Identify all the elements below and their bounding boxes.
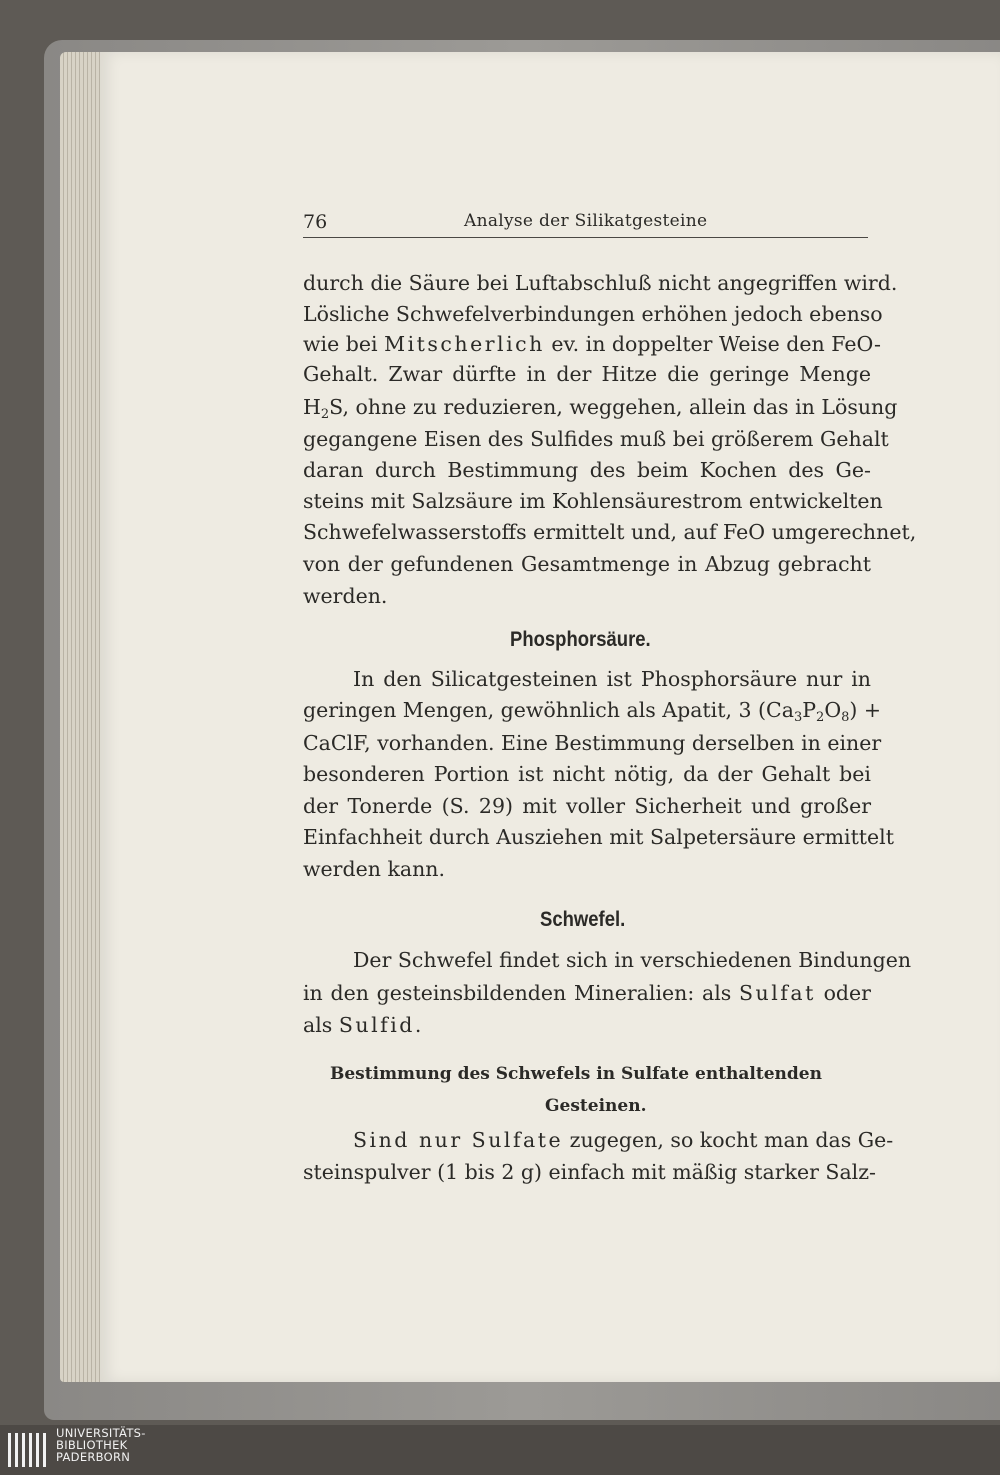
page-number: 76 xyxy=(303,211,328,233)
text-line: Schwefelwasserstoffs ermittelt und, auf FeO umgerechnet, xyxy=(303,520,917,544)
text-line: CaClF, vorhanden. Eine Bestimmung derselben in einer xyxy=(303,731,882,755)
text-line: Einfachheit durch Ausziehen mit Salpetersäure ermittelt xyxy=(303,825,894,849)
spaced-term: Sulfid xyxy=(338,1013,415,1037)
text-line: In den Silicatgesteinen ist Phosphorsäure nur in xyxy=(353,667,871,691)
text-line: gegangene Eisen des Sulfides muß bei größerem Gehalt xyxy=(303,427,889,451)
library-name: UNIVERSITÄTS- BIBLIOTHEK PADERBORN xyxy=(56,1426,146,1464)
text-line: durch die Säure bei Luftabschluß nicht angegriffen wird. xyxy=(303,271,898,295)
text-line: werden. xyxy=(303,584,388,608)
text-line: als Sulfid. xyxy=(303,1013,422,1037)
spaced-name: Mitscherlich xyxy=(384,332,545,356)
text-line: besonderen Portion ist nicht nötig, da der Gehalt bei xyxy=(303,762,871,786)
text-line: daran durch Bestimmung des beim Kochen des Ge- xyxy=(303,458,871,482)
text-line: der Tonerde (S. 29) mit voller Sicherheit und großer xyxy=(303,794,871,818)
page-header xyxy=(303,207,868,238)
subsection-heading: Gesteinen. xyxy=(545,1096,647,1116)
section-heading: Phosphorsäure. xyxy=(510,628,651,651)
text-line: Sind nur Sulfate zugegen, so kocht man das Ge- xyxy=(353,1128,894,1152)
text-line: geringen Mengen, gewöhnlich als Apatit, 3 $(Ca_3P_2O_8)$ + xyxy=(303,698,882,725)
text-line: wie bei Mitscherlich ev. in doppelter Weise den FeO- xyxy=(303,332,881,356)
running-title: Analyse der Silikatgesteine xyxy=(464,211,708,231)
text-line: Der Schwefel findet sich in verschiedenen Bindungen xyxy=(353,948,912,972)
subsection-heading: Bestimmung des Schwefels in Sulfate enthaltenden xyxy=(330,1064,822,1084)
library-footer xyxy=(0,1425,1000,1475)
text-line: Gehalt. Zwar dürfte in der Hitze die geringe Menge xyxy=(303,362,871,386)
spaced-term: Sind nur Sulfate xyxy=(353,1128,564,1152)
library-logo-icon xyxy=(6,1429,50,1471)
text-line: Lösliche Schwefelverbindungen erhöhen jedoch ebenso xyxy=(303,302,883,326)
spaced-term: Sulfat xyxy=(739,981,816,1005)
text-line: $H_2S$, ohne zu reduzieren, weggehen, allein das in Lösung xyxy=(303,395,898,422)
section-heading: Schwefel. xyxy=(540,908,626,931)
text-line: von der gefundenen Gesamtmenge in Abzug gebracht xyxy=(303,552,871,576)
text-line: steins mit Salzsäure im Kohlensäurestrom entwickelten xyxy=(303,489,883,513)
text-line: steinspulver (1 bis 2 g) einfach mit mäßig starker Salz- xyxy=(303,1160,876,1184)
text-line: in den gesteinsbildenden Mineralien: als Sulfat oder xyxy=(303,981,871,1005)
text-line: werden kann. xyxy=(303,857,446,881)
